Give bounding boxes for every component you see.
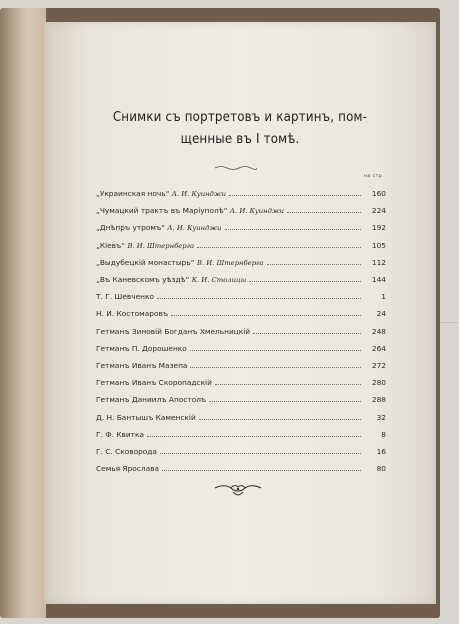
toc-entry-author: В. И. Штернберга [196, 258, 264, 267]
page-column-header: на стр. [364, 174, 385, 179]
toc-entry-title [96, 292, 154, 301]
toc-entry-page: 24 [376, 309, 386, 319]
toc-entry-name: Н. И. Костомаровъ [96, 309, 169, 319]
toc-entry-page: 160 [371, 189, 386, 199]
toc-entry-name: Д. Н. Бантышъ Каменскій [96, 412, 196, 422]
toc-entry-title [96, 430, 144, 439]
toc-entry-page: 8 [381, 429, 386, 439]
toc-entry-title [96, 378, 212, 387]
toc-entry [96, 288, 386, 305]
toc-entry-name: Г. С. Сковорода [96, 446, 157, 456]
toc-entry-page: 112 [371, 257, 386, 267]
toc-entry [96, 426, 386, 443]
dot-leader [249, 281, 361, 282]
toc-entry-name: Гетманъ Иванъ Скоропадскій [96, 378, 212, 388]
toc-entry-name: Г. Ф. Квитка [96, 429, 144, 439]
toc-entry-title [96, 241, 194, 250]
toc-entry [96, 374, 386, 391]
dot-leader [209, 401, 361, 402]
toc-entry [96, 443, 386, 460]
toc-entry-name: Т. Г. Шевченко [96, 292, 154, 302]
dot-leader [267, 264, 361, 265]
toc-entry-author: А. И. Куинджи [229, 207, 285, 216]
toc-entry [96, 271, 386, 288]
toc-entry [96, 202, 386, 219]
toc-entry-title [96, 258, 264, 267]
toc-entry-name: Гетманъ Даниилъ Апостолъ [96, 395, 207, 405]
toc-entry [96, 323, 386, 340]
toc-entry-name: Семья Ярослава [96, 464, 159, 474]
toc-entry-name: „Украинская ночь“ [96, 189, 170, 199]
toc-entry-page: 80 [376, 464, 386, 474]
toc-entry [96, 340, 386, 357]
dot-leader [162, 470, 361, 471]
title-line-2: щенные въ I томѣ. [180, 131, 300, 147]
toc-entry-page: 16 [376, 446, 386, 456]
toc-entry-name: Гетманъ П. Дорошенко [96, 343, 187, 353]
toc-entry-title [96, 395, 206, 404]
toc-entry-name: Гетманъ Зиновій Богданъ Хмельницкій [96, 326, 251, 336]
toc-entry-author: К. И. Столицы [191, 276, 247, 285]
dot-leader [160, 453, 361, 454]
toc-entry-author: В. И. Штернберга [127, 241, 195, 250]
toc-entry-page: 288 [371, 395, 386, 405]
toc-entry-title [96, 464, 159, 473]
toc-entry-title [96, 413, 196, 422]
toc-entry-page: 1 [381, 292, 386, 302]
dot-leader [215, 384, 361, 385]
toc-entry [96, 219, 386, 236]
toc-entry-page: 272 [371, 360, 386, 370]
toc-entry-title [96, 344, 187, 353]
toc-entry-title [96, 447, 157, 456]
toc-entry-author: А. И. Куинджи [167, 224, 222, 233]
toc-entry [96, 254, 386, 271]
toc-entry-page: 224 [371, 206, 386, 216]
toc-entry-title [96, 275, 246, 284]
toc-entry [96, 305, 386, 322]
dot-leader [287, 212, 361, 213]
page-title [82, 106, 399, 150]
toc-entry-author: А. И. Куинджи [171, 190, 226, 199]
ornament-icon [213, 483, 263, 497]
dot-leader [229, 195, 361, 196]
toc-entry-page: 144 [371, 275, 386, 285]
toc-entry [96, 460, 386, 477]
toc-entry-name: „Днѣпръ утромъ“ [96, 223, 166, 233]
toc-entry-page: 264 [371, 343, 386, 353]
book-spine [0, 8, 46, 618]
dot-leader [225, 229, 361, 230]
table-of-contents [96, 185, 386, 477]
toc-entry-title [96, 309, 168, 318]
toc-entry-name: „Выдубецкій монастырь“ [96, 257, 195, 267]
toc-entry-title [96, 327, 250, 336]
toc-entry-name: „Въ Каневскомъ уѣздѣ“ [96, 275, 190, 285]
toc-entry-page: 32 [376, 412, 386, 422]
toc-entry-title [96, 361, 187, 370]
dot-leader [197, 247, 361, 248]
title-line-1: Снимки съ портретовъ и картинъ, пом- [112, 109, 368, 125]
toc-entry-name: „Чумацкий трактъ въ Маріуполѣ“ [96, 206, 228, 216]
toc-entry-name: Гетманъ Иванъ Мазепа [96, 360, 188, 370]
dot-leader [157, 298, 361, 299]
toc-entry [96, 185, 386, 202]
dot-leader [147, 436, 361, 437]
dot-leader [171, 315, 361, 316]
toc-entry-page: 105 [371, 240, 386, 250]
toc-entry-title [96, 189, 226, 198]
toc-entry [96, 357, 386, 374]
dot-leader [190, 367, 361, 368]
toc-entry [96, 408, 386, 425]
toc-entry [96, 391, 386, 408]
toc-entry-page: 280 [371, 378, 386, 388]
dot-leader [190, 350, 361, 351]
title-separator [213, 165, 257, 171]
dot-leader [253, 333, 361, 334]
dot-leader [199, 419, 361, 420]
toc-entry-name: „Кіевъ“ [96, 240, 126, 250]
toc-entry-title [96, 206, 284, 215]
toc-entry-title [96, 223, 222, 232]
toc-entry [96, 237, 386, 254]
toc-entry-page: 248 [371, 326, 386, 336]
toc-entry-page: 192 [371, 223, 386, 233]
